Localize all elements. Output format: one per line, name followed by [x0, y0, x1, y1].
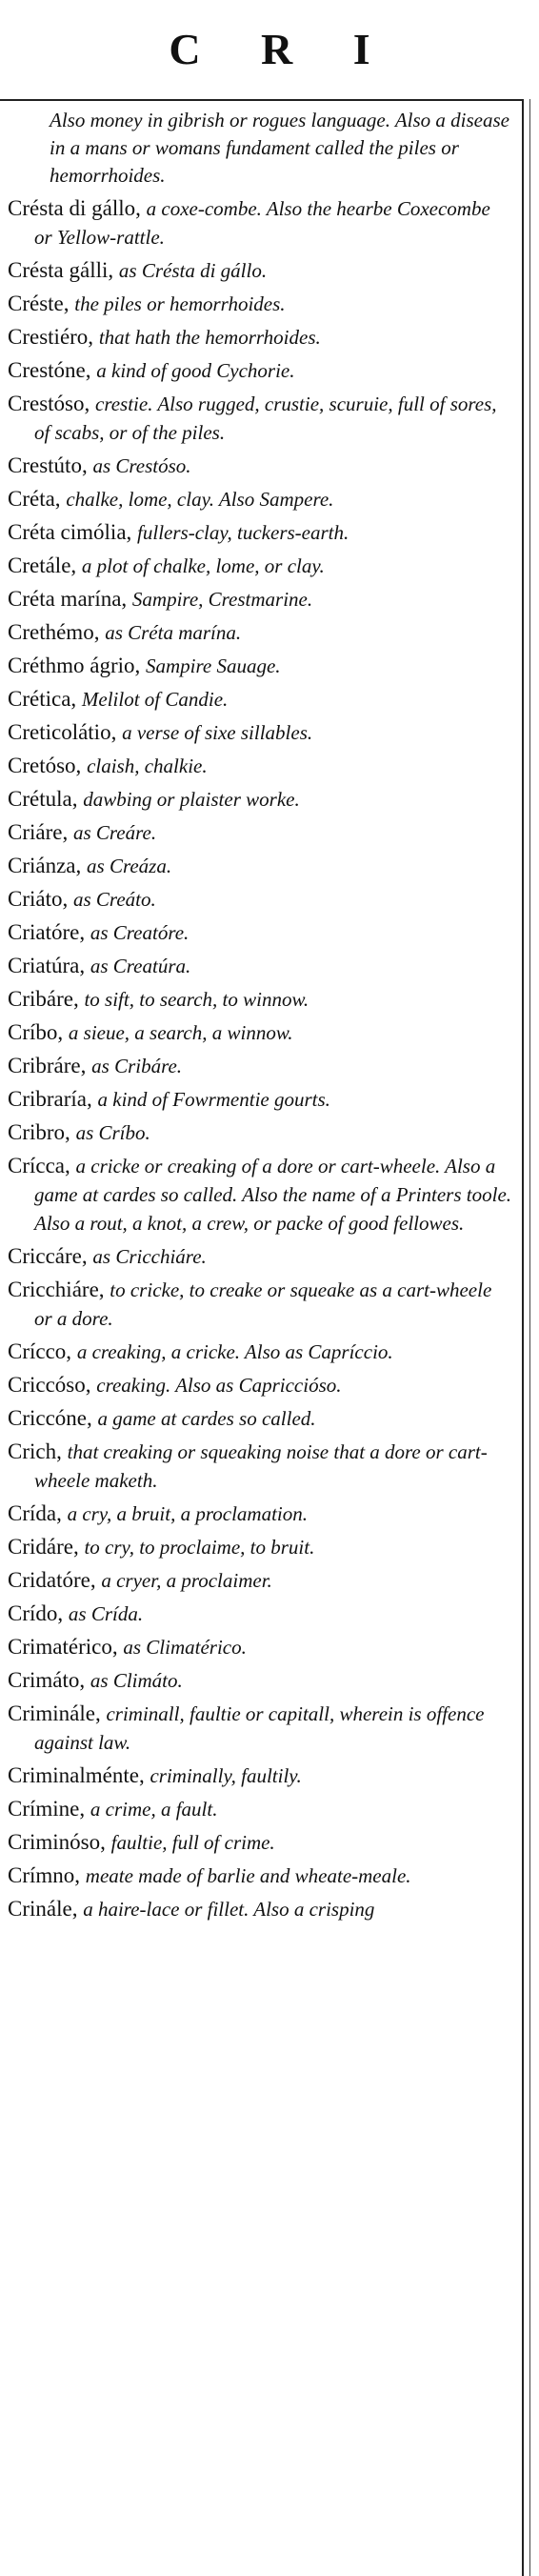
entry-headword: Criatóre, [8, 920, 86, 944]
dictionary-entry [8, 1566, 512, 1595]
entry-headword: Crimatérico, [8, 1635, 118, 1659]
dictionary-entry [8, 1600, 512, 1628]
entry-headword: Crética, [8, 687, 77, 711]
dictionary-entry [8, 852, 512, 880]
entry-headword: Criccóne, [8, 1406, 92, 1430]
entry-definition: the piles or hemorrhoides. [74, 292, 286, 315]
dictionary-entry [8, 1242, 512, 1271]
entry-definition: a game at cardes so called. [97, 1407, 316, 1430]
entry-definition: creaking. Also as Capriccióso. [96, 1374, 342, 1397]
entry-headword: Criccáre, [8, 1244, 88, 1268]
dictionary-entry [8, 390, 512, 447]
entry-definition: a coxe-combe. Also the hearbe Coxecombe or Yellow-rattle. [34, 197, 490, 249]
entry-definition: as Climatérico. [123, 1636, 247, 1659]
entry-definition: that hath the hemorrhoides. [98, 326, 321, 349]
dictionary-entry [8, 718, 512, 747]
entry-headword: Créthmo ágrio, [8, 654, 141, 677]
entry-definition: as Cribáre. [91, 1055, 183, 1077]
page-header: C R I [169, 25, 395, 73]
entry-headword: Criminóso, [8, 1830, 106, 1854]
dictionary-entry [8, 1276, 512, 1333]
entry-headword: Criáto, [8, 887, 69, 911]
entry-headword: Criminalménte, [8, 1763, 145, 1787]
entry-definition: claish, chalkie. [87, 755, 208, 777]
entry-headword: Creticolátio, [8, 720, 117, 744]
entry-definition: a haire-lace or fillet. Also a crisping [83, 1898, 375, 1921]
entry-headword: Crída, [8, 1501, 62, 1525]
dictionary-entry [8, 194, 512, 252]
entry-definition: to cry, to proclaime, to bruit. [84, 1536, 315, 1559]
entry-headword: Cribáre, [8, 987, 79, 1011]
dictionary-entry [8, 818, 512, 847]
entry-headword: Criminále, [8, 1701, 101, 1725]
dictionary-entry [8, 323, 512, 352]
entry-headword: Crímno, [8, 1863, 81, 1887]
dictionary-entry [8, 1633, 512, 1661]
entry-headword: Cretóso, [8, 754, 82, 777]
entry-definition: as Crésta di gállo. [118, 259, 268, 282]
entry-definition: criminally, faultily. [150, 1764, 302, 1787]
entry-definition: as Creáto. [73, 888, 156, 911]
entry-definition: a cryer, a proclaimer. [101, 1569, 272, 1592]
column-rule-outer [529, 99, 530, 2576]
entry-definition: a crime, a fault. [90, 1798, 218, 1821]
entry-definition: a verse of sixe sillables. [122, 721, 313, 744]
entry-definition: fullers-clay, tuckers-earth. [137, 521, 349, 544]
entry-definition: as Creatóre. [90, 921, 190, 944]
entry-headword: Créste, [8, 292, 70, 315]
dictionary-entry [8, 1795, 512, 1823]
dictionary-entry [8, 1700, 512, 1757]
dictionary-entry [8, 652, 512, 680]
header-rule [0, 99, 524, 101]
entry-definition: crestie. Also rugged, crustie, scuruie, full of sores, of scabs, or of the piles. [34, 392, 497, 444]
dictionary-entry [8, 1338, 512, 1366]
dictionary-entry [8, 452, 512, 480]
entry-definition: a kind of good Cychorie. [96, 359, 295, 382]
entry-definition: meate made of barlie and wheate-meale. [85, 1864, 411, 1887]
entry-headword: Crícca, [8, 1154, 70, 1177]
dictionary-entry [8, 1533, 512, 1561]
dictionary-entry [8, 1761, 512, 1790]
entry-headword: Cribro, [8, 1120, 70, 1144]
entry-definition: to cricke, to creake or squeake as a cart-wheele or a dore. [34, 1278, 492, 1330]
entry-definition: Sampire Sauage. [146, 654, 281, 677]
dictionary-entry [8, 518, 512, 547]
dictionary-entry [8, 1404, 512, 1433]
entry-definition: a kind of Fowrmentie gourts. [97, 1088, 330, 1111]
entry-headword: Crétula, [8, 787, 78, 811]
dictionary-entry [8, 985, 512, 1014]
entry-definition: chalke, lome, clay. Also Sampere. [66, 488, 334, 511]
entry-definition: as Críbo. [75, 1121, 150, 1144]
dictionary-entry [8, 1895, 512, 1923]
entry-headword: Crinále, [8, 1897, 78, 1921]
dictionary-entry [8, 1052, 512, 1080]
dictionary-entry [8, 256, 512, 285]
entry-headword: Cricchiáre, [8, 1278, 105, 1301]
dictionary-entry [8, 618, 512, 647]
dictionary-entry [8, 1438, 512, 1495]
dictionary-entry [8, 785, 512, 814]
entry-headword: Crich, [8, 1439, 62, 1463]
entry-definition: to sift, to search, to winnow. [84, 988, 309, 1011]
entry-headword: Cretále, [8, 553, 77, 577]
column-rule [522, 99, 524, 2576]
entry-headword: Crestóne, [8, 358, 91, 382]
dictionary-entry [8, 290, 512, 318]
dictionary-entry [8, 1085, 512, 1114]
entry-definition: a sieue, a search, a winnow. [68, 1021, 293, 1044]
entry-definition: a cricke or creaking of a dore or cart-wheele. Also a game at cardes so called. Also the name of a Printers toole. Also a rout, a knot, a crew, or packe of good fellowes. [34, 1155, 512, 1235]
dictionary-entry [8, 1499, 512, 1528]
entry-headword: Crído, [8, 1601, 64, 1625]
dictionary-entry [8, 485, 512, 513]
dictionary-entry [8, 1828, 512, 1857]
entry-headword: Créta marína, [8, 587, 128, 611]
entry-headword: Créta cimólia, [8, 520, 132, 544]
dictionary-entry [8, 1862, 512, 1890]
entry-headword: Crímine, [8, 1797, 86, 1821]
dictionary-entry [8, 1152, 512, 1238]
dictionary-entry [8, 356, 512, 385]
dictionary-entry [8, 1666, 512, 1695]
entry-definition: a cry, a bruit, a proclamation. [67, 1502, 308, 1525]
entry-headword: Criáre, [8, 820, 69, 844]
entry-definition: that creaking or squeaking noise that a dore or cart-wheele maketh. [34, 1440, 488, 1492]
entry-definition: as Creáza. [87, 855, 172, 877]
entry-headword: Criánza, [8, 854, 82, 877]
entry-definition: as Crída. [68, 1602, 144, 1625]
dictionary-entry [8, 752, 512, 780]
dictionary-entry [8, 885, 512, 914]
entry-headword: Crestóso, [8, 392, 90, 415]
entry-headword: Crésta gálli, [8, 258, 114, 282]
entry-headword: Créta, [8, 487, 61, 511]
entry-headword: Crestiéro, [8, 325, 94, 349]
entry-definition: as Creatúra. [90, 955, 191, 977]
dictionary-entry [8, 685, 512, 714]
dictionary-entry [8, 1018, 512, 1047]
entry-definition: a creaking, a cricke. Also as Capríccio. [76, 1340, 393, 1363]
entry-definition: as Créta marína. [105, 621, 242, 644]
dictionary-entry [8, 1118, 512, 1147]
entry-definition: as Creáre. [72, 821, 157, 844]
entry-definition: a plot of chalke, lome, or clay. [81, 554, 325, 577]
entry-definition: as Crestóso. [92, 454, 191, 477]
dictionary-entry [8, 552, 512, 580]
entry-headword: Crícco, [8, 1339, 72, 1363]
dictionary-entry [8, 918, 512, 947]
entry-headword: Criatúra, [8, 954, 86, 977]
entry-definition: faultie, full of crime. [110, 1831, 275, 1854]
entry-definition: criminall, faultie or capitall, wherein is offence against law. [34, 1702, 485, 1754]
entry-headword: Crimáto, [8, 1668, 86, 1692]
entry-headword: Cribraría, [8, 1087, 92, 1111]
dictionary-column [8, 107, 512, 1928]
dictionary-entry [8, 1371, 512, 1399]
entry-headword: Cribráre, [8, 1054, 87, 1077]
continuation-text: Also money in gibrish or rogues language. Also a disease in a mans or womans fundament called the piles or hemorrhoides. [50, 109, 509, 187]
entry-definition: as Cricchiáre. [92, 1245, 207, 1268]
entry-headword: Crestúto, [8, 453, 88, 477]
entry-headword: Crésta di gállo, [8, 196, 141, 220]
entry-definition: dawbing or plaister worke. [83, 788, 300, 811]
dictionary-entry [8, 952, 512, 980]
entry-headword: Críbo, [8, 1020, 64, 1044]
entry-headword: Cridáre, [8, 1535, 79, 1559]
entry-headword: Criccóso, [8, 1373, 91, 1397]
entry-definition: Melilot of Candie. [81, 688, 229, 711]
entry-definition: Sampire, Crestmarine. [131, 588, 313, 611]
entry-definition: as Climáto. [90, 1669, 183, 1692]
entry-headword: Crethémo, [8, 620, 100, 644]
entry-headword: Cridatóre, [8, 1568, 96, 1592]
dictionary-entry [8, 585, 512, 614]
